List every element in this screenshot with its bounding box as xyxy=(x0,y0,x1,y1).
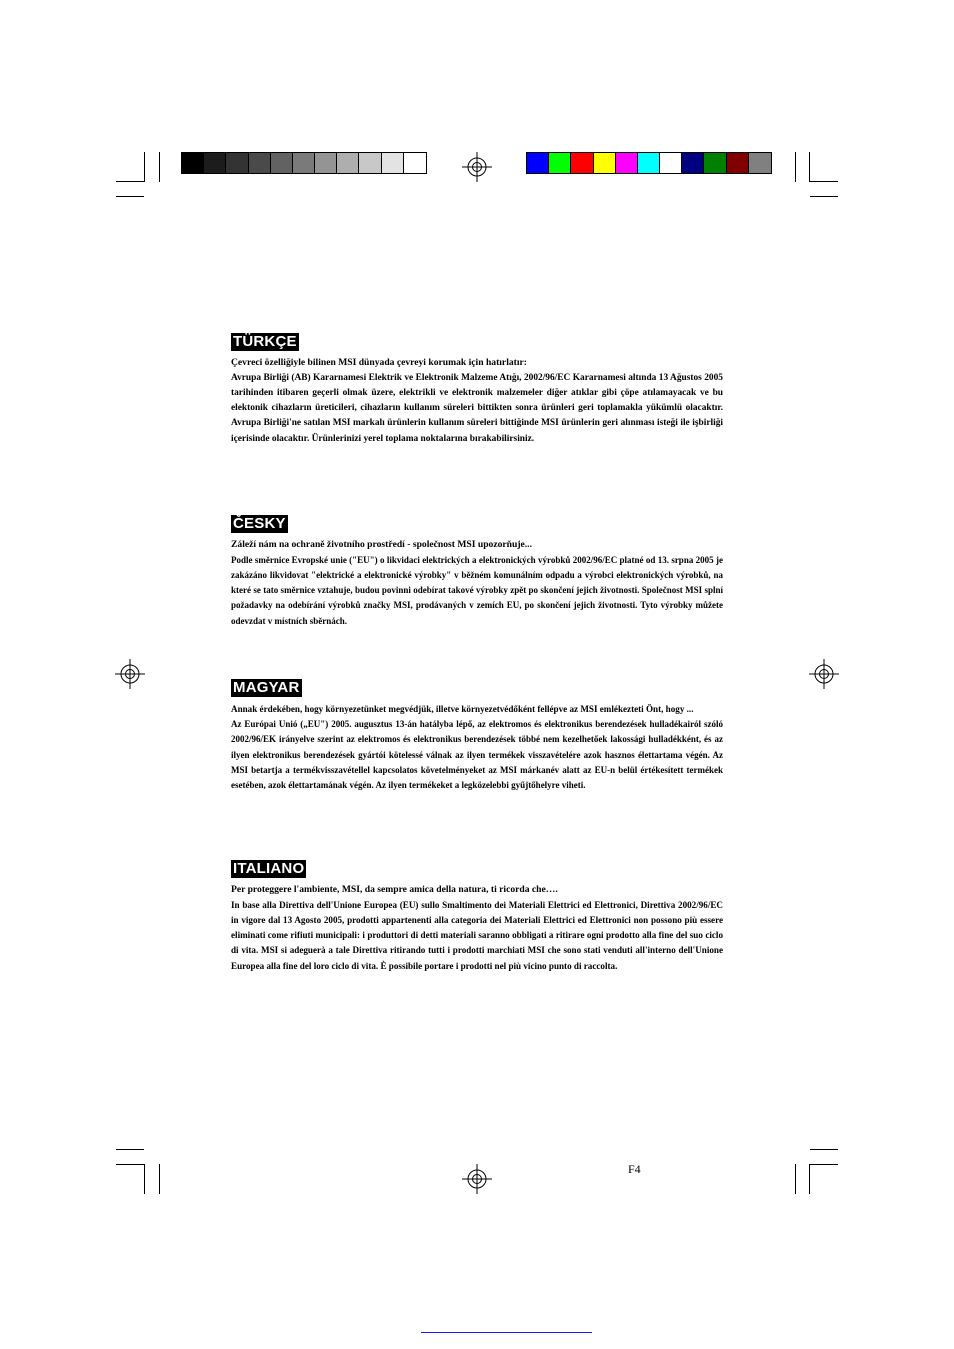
section-heading: ČESKY xyxy=(233,515,286,532)
section-italiano xyxy=(231,860,723,974)
crop-mark xyxy=(810,181,838,182)
registration-mark-icon xyxy=(809,659,839,689)
crop-mark xyxy=(116,181,144,182)
calibration-swatch xyxy=(226,153,248,173)
calibration-swatch xyxy=(249,153,271,173)
calibration-swatch xyxy=(549,153,571,173)
crop-mark xyxy=(116,1164,144,1165)
calibration-swatch xyxy=(204,153,226,173)
crop-mark xyxy=(795,1164,796,1194)
crop-mark xyxy=(144,1164,145,1194)
crop-mark xyxy=(144,152,145,182)
calibration-swatch xyxy=(660,153,682,173)
calibration-swatch xyxy=(616,153,638,173)
color-calibration-bar xyxy=(526,152,772,174)
section-intro: Çevreci özelliğiyle bilinen MSI dünyada çevreyi korumak için hatırlatır: xyxy=(231,357,527,368)
crop-mark xyxy=(810,1149,838,1150)
calibration-swatch xyxy=(638,153,660,173)
calibration-swatch xyxy=(704,153,726,173)
section-turkce xyxy=(231,333,723,447)
section-intro: Annak érdekében, hogy környezetünket megvédjük, illetve környezetvédőként fellépve az MSI emlékezteti Önt, hogy ... xyxy=(231,704,694,714)
section-heading: MAGYAR xyxy=(233,679,300,696)
section-body: In base alla Direttiva dell'Unione Europea (EU) sullo Smaltimento dei Materiali Elettrici ed Elettronici, Direttiva 2002/96/EC in vigore dal 13 Agosto 2005, prodotti appartenenti alla categoria dei Materiali Elettrici ed Elettronici non possono più essere eliminati come rifiuti municipali: i produttori di detti materiali saranno obbligati a ritirare ogni prodotto alla fine del suo ciclo di vita. MSI si adeguerà a tale Direttiva ritirando tutti i prodotti marchiati MSI che sono stati venduti all'interno dell'Unione Europea alla fine del loro ciclo di vita. È possibile portare i prodotti nel più vicino punto di raccolta. xyxy=(231,899,723,971)
calibration-swatch xyxy=(571,153,593,173)
section-intro: Per proteggere l'ambiente, MSI, da sempre amica della natura, ti ricorda che…. xyxy=(231,884,558,895)
section-body: Podle směrnice Evropské unie ("EU") o likvidaci elektrických a elektronických výrobků 2002/96/EC platné od 13. srpna 2005 je zakázáno likvidovat "elektrické a elektronické výrobky" v běžném komunálním odpadu a výrobci elektronických výrobků, na které se tato směrnice vztahuje, budou povinni odebírat takové výrobky zpět po skončení jejich životnosti. Společnost MSI splní požadavky na odebírání výrobků značky MSI, prodávaných v zemích EU, po skončení jejich životnosti. Tyto výrobky můžete odevzdat v místních sběrnách. xyxy=(231,554,723,626)
section-magyar xyxy=(231,679,723,793)
section-heading: TÜRKÇE xyxy=(233,333,297,350)
section-heading: ITALIANO xyxy=(233,860,305,877)
section-body: Az Európai Unió („EU") 2005. augusztus 13-án hatályba lépő, az elektromos és elektronikus berendezések hulladékairól szóló 2002/96/EK irányelve szerint az elektromos és elektronikus berendezések többé nem kezelhetőek lakossági hulladékként, és az ilyen elektronikus berendezések gyártói kötelessé válnak az ilyen termékek visszavételére azok hasznos élettartama végén. Az MSI betartja a termékvisszavétellel kapcsolatos követelményeket az MSI márkanév alatt az EU-n belül értékesített termékek esetében, azok élettartamának végén. Az ilyen termékeket a legközelebbi gyűjtőhelyre viheti. xyxy=(231,719,723,791)
crop-mark xyxy=(810,1164,838,1165)
grayscale-calibration-bar xyxy=(181,152,427,174)
section-intro: Záleží nám na ochraně životního prostředí - společnost MSI upozorňuje... xyxy=(231,539,532,550)
calibration-swatch xyxy=(749,153,771,173)
footer-rule xyxy=(421,1332,592,1333)
crop-mark xyxy=(809,1164,810,1194)
calibration-swatch xyxy=(315,153,337,173)
crop-mark xyxy=(159,152,160,182)
calibration-swatch xyxy=(293,153,315,173)
crop-mark xyxy=(795,152,796,182)
page-number: F4 xyxy=(628,1162,641,1176)
crop-mark xyxy=(159,1164,160,1194)
section-cesky xyxy=(231,515,723,629)
crop-mark xyxy=(809,152,810,182)
calibration-swatch xyxy=(182,153,204,173)
calibration-swatch xyxy=(359,153,381,173)
calibration-swatch xyxy=(382,153,404,173)
crop-mark xyxy=(116,1149,144,1150)
calibration-swatch xyxy=(527,153,549,173)
registration-mark-icon xyxy=(462,1164,492,1194)
calibration-swatch xyxy=(271,153,293,173)
registration-mark-icon xyxy=(115,659,145,689)
calibration-swatch xyxy=(727,153,749,173)
crop-mark xyxy=(810,196,838,197)
registration-mark-icon xyxy=(462,152,492,182)
calibration-swatch xyxy=(682,153,704,173)
calibration-swatch xyxy=(337,153,359,173)
calibration-swatch xyxy=(594,153,616,173)
crop-mark xyxy=(116,196,144,197)
calibration-swatch xyxy=(404,153,426,173)
section-body: Avrupa Birliği (AB) Kararnamesi Elektrik ve Elektronik Malzeme Atığı, 2002/96/EC Kararnamesi altında 13 Ağustos 2005 tarihinden itibaren geçerli olmak üzere, elektrikli ve elektronik malzemeler diğer atıklar gibi çöpe atılamayacak ve bu elektonik cihazların üreticileri, cihazların kullanım süreleri bittikten sonra ürünleri geri toplamakla yükümlü olacaktır. Avrupa Birliği'ne satılan MSI markalı ürünlerin kullanım süreleri bittiğinde MSI ürünlerin geri alınması isteği ile işbirliği içerisinde olacaktır. Ürünlerinizi yerel toplama noktalarına bırakabilirsiniz. xyxy=(231,372,723,444)
